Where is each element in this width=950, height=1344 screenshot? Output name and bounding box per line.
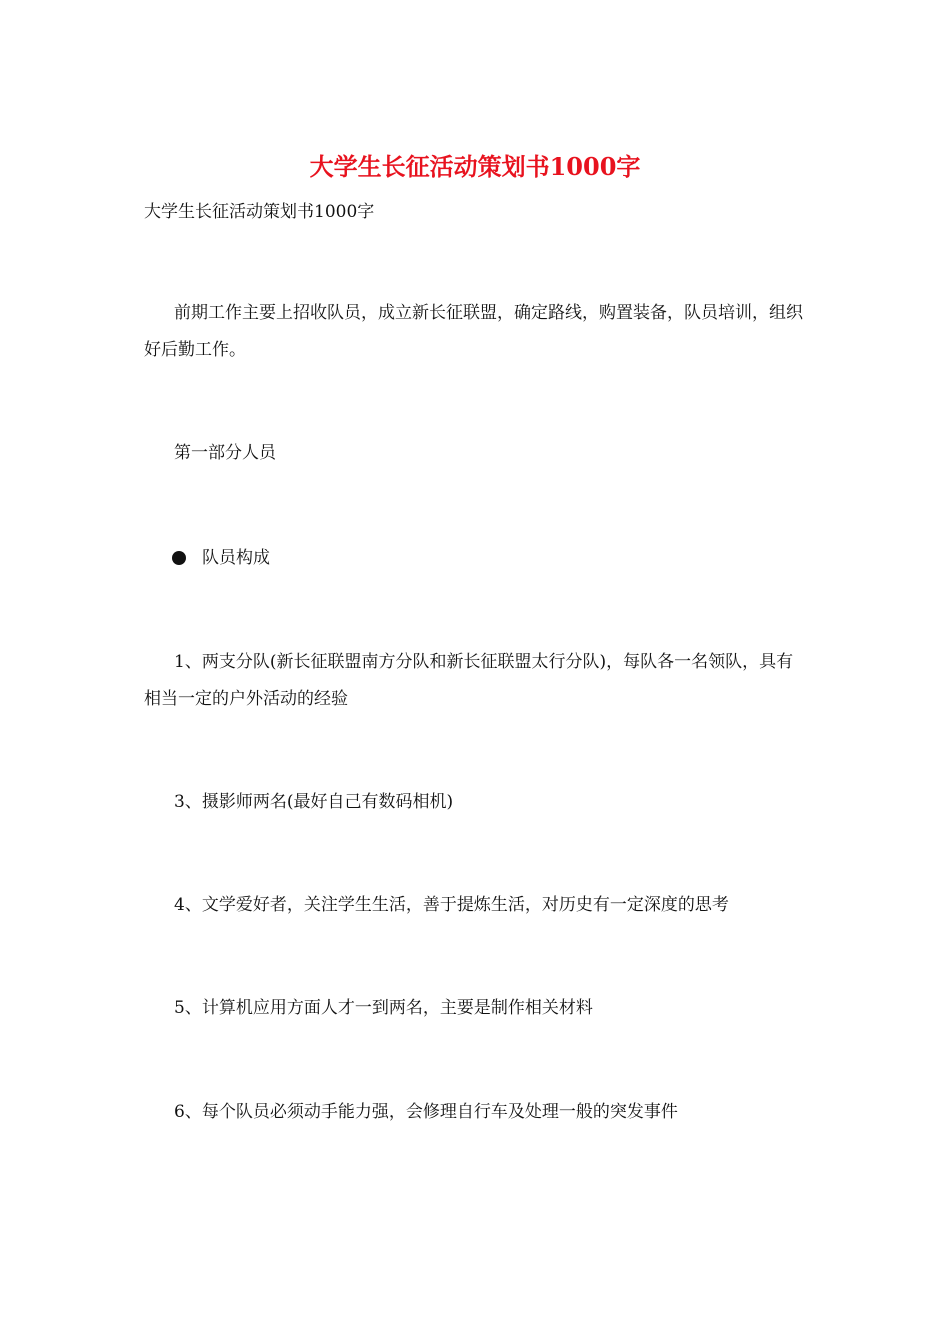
intro-paragraph: 前期工作主要上招收队员，成立新长征联盟，确定路线，购置装备，队员培训，组织好后勤工作。 [144,303,803,360]
list-item: 3、摄影师两名(最好自己有数码相机) [174,792,454,812]
list-item: 5、计算机应用方面人才一到两名，主要是制作相关材料 [174,998,593,1018]
bullet-heading: 队员构成 [202,548,270,568]
bullet-icon [172,551,186,565]
page-title: 大学生长征活动策划书1000字 [309,152,641,181]
document-subtitle: 大学生长征活动策划书1000字 [144,202,375,222]
list-item: 4、文学爱好者，关注学生生活，善于提炼生活，对历史有一定深度的思考 [174,895,729,915]
list-item: 1、两支分队(新长征联盟南方分队和新长征联盟太行分队)，每队各一名领队，具有相当一定的户外活动的经验 [144,652,794,709]
list-item: 6、每个队员必须动手能力强，会修理自行车及处理一般的突发事件 [174,1102,678,1122]
section-heading: 第一部分人员 [174,443,276,463]
bullet-item [172,541,270,575]
